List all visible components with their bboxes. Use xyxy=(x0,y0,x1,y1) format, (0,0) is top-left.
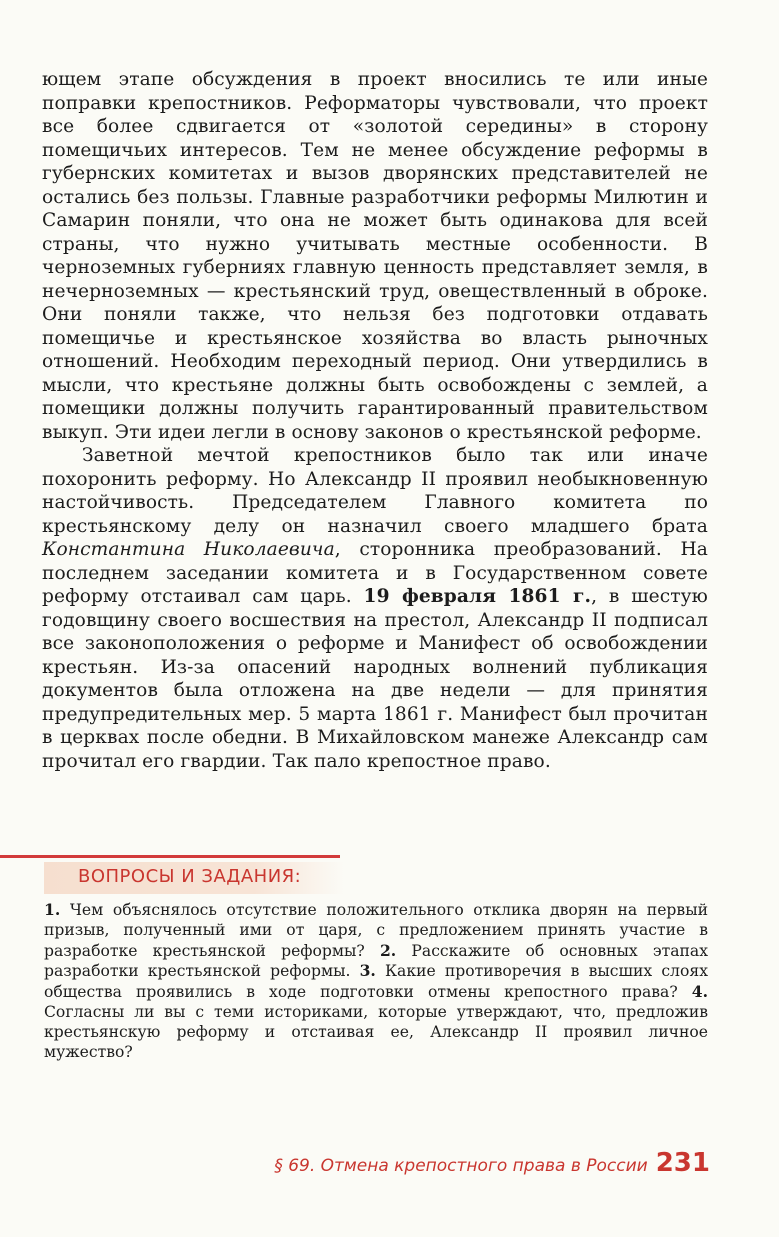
questions-heading: ВОПРОСЫ И ЗАДАНИЯ: xyxy=(78,866,302,887)
question-3-text: Какие противоречия в высших слоях общества проявились в ходе подготовки отмены крепостного права? xyxy=(44,962,708,1002)
paragraph-2-part-a: Заветной мечтой крепостников было так или иначе похоронить реформу. Но Александр II проявил необыкновенную настойчивость. Председателем Главного комитета по крестьянскому делу он назначил своего младшего брата xyxy=(42,445,708,537)
page-number: 231 xyxy=(655,1148,710,1178)
question-3-number: 3. xyxy=(359,961,376,981)
paragraph-2 xyxy=(42,444,708,773)
page-footer xyxy=(250,1148,710,1178)
running-title: § 69. Отмена крепостного права в России xyxy=(274,1156,648,1176)
questions-header xyxy=(44,862,344,894)
key-date: 19 февраля 1861 г. xyxy=(363,586,592,607)
paragraph-2-part-c: , в шестую годовщину своего восшествия на престол, Александр II подписал все законоположения о реформе и Манифест об освобождении крестьян. Из-за опасений народных волнений публикация документов была отложена на две недели — для принятия предупредительных мер. 5 марта 1861 г. Манифест был прочитан в церквах после обедни. В Михайловском манеже Александр сам прочитал его гвардии. Так пало крепостное право. xyxy=(42,586,708,772)
grand-duke-name: Константина Николаевича xyxy=(42,539,335,560)
question-1-number: 1. xyxy=(44,900,61,919)
section-divider xyxy=(0,855,340,858)
question-4-number: 4. xyxy=(691,982,708,1002)
question-2-text: Расскажите об основных этапах разработки крестьянской реформы. xyxy=(44,941,709,981)
questions-block xyxy=(44,900,708,1062)
question-4-text: Согласны ли вы с теми историками, которые утверждают, что, предложив крестьянскую реформу и отстаивая ее, Александр II проявил личное мужество? xyxy=(44,1002,708,1061)
paragraph-2-part-b: , сторонника преобразований. На последнем заседании комитета и в Государственном совете реформу отстаивал сам царь. xyxy=(42,539,708,607)
question-1-text: Чем объяснялось отсутствие положительного отклика дворян на первый призыв, полученный ими от царя, с предложением принять участие в разработке крестьянской реформы? xyxy=(44,901,708,960)
main-text xyxy=(42,68,708,773)
question-2-number: 2. xyxy=(379,940,397,960)
paragraph-1: ющем этапе обсуждения в проект вносились те или иные поправки крепостников. Реформаторы чувствовали, что проект все более сдвигается от «золотой середины» в сторону помещичьих интересов. Тем не менее обсуждение реформы в губернских комитетах и вызов дворянских представителей не остались без пользы. Главные разработчики реформы Милютин и Самарин поняли, что она не может быть одинакова для всей страны, что нужно учитывать местные особенности. В черноземных губерниях главную ценность представляет земля, в нечерноземных — крестьянский труд, овеществленный в оброке. Они поняли также, что нельзя без подготовки отдавать помещичье и крестьянское хозяйства во власть рыночных отношений. Необходим переходный период. Они утвердились в мысли, что крестьяне должны быть освобождены с землей, а помещики должны получить гарантированный правительством выкуп. Эти идеи легли в основу законов о крестьянской реформе. xyxy=(42,69,708,443)
